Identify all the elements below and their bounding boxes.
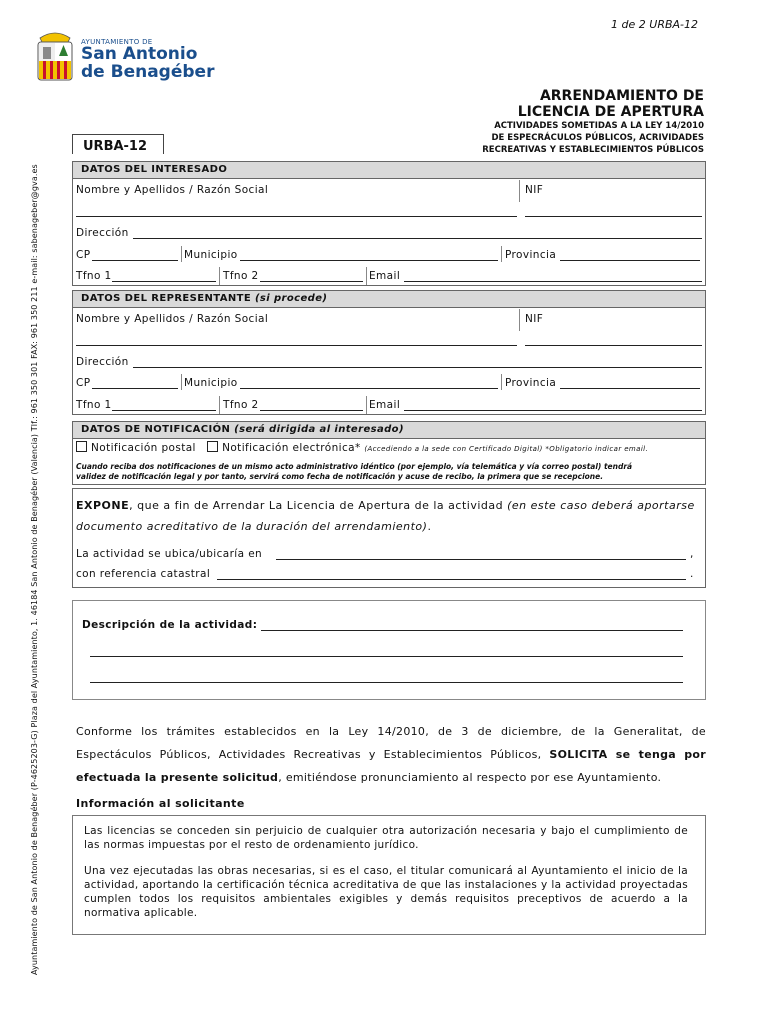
solicita-body: Conforme los trámites establecidos en la Ley 14/2010, de 3 de diciembre, de la Generalitat, de Espectáculos Públicos, Actividades Recreativas y Establecimientos Públicos, bbox=[76, 725, 706, 761]
title-line2: LICENCIA DE APERTURA bbox=[517, 104, 704, 120]
representante-municipio-field[interactable] bbox=[240, 388, 498, 389]
interesado-municipio-label: Municipio bbox=[184, 249, 238, 261]
representante-tfno2-label: Tfno 2 bbox=[223, 399, 259, 411]
representante-tfno2-field[interactable] bbox=[260, 410, 363, 411]
notificacion-header bbox=[72, 421, 706, 439]
divider bbox=[501, 246, 502, 262]
interesado-tfno1-label: Tfno 1 bbox=[76, 270, 112, 282]
form-code: URBA-12 bbox=[72, 134, 164, 154]
representante-municipio-label: Municipio bbox=[184, 377, 238, 389]
title-line1: ARRENDAMIENTO DE bbox=[539, 88, 704, 104]
postal-checkbox[interactable] bbox=[76, 441, 87, 452]
page-number: 1 de 2 URBA-12 bbox=[611, 18, 698, 31]
interesado-cp-field[interactable] bbox=[92, 260, 178, 261]
electronica-label: Notificación electrónica* bbox=[222, 442, 361, 454]
logo-municipality-name bbox=[81, 45, 214, 81]
interesado-email-label: Email bbox=[369, 270, 401, 282]
divider bbox=[181, 246, 182, 262]
representante-email-label: Email bbox=[369, 399, 401, 411]
solicita-keyword: SOLICITA se tenga por efectuada la presente solicitud bbox=[76, 748, 707, 784]
interesado-direccion-field[interactable] bbox=[133, 238, 702, 239]
interesado-tfno2-label: Tfno 2 bbox=[223, 270, 259, 282]
catastral-field[interactable] bbox=[217, 579, 686, 580]
divider bbox=[219, 396, 220, 414]
representante-cp-field[interactable] bbox=[92, 388, 178, 389]
descripcion-box bbox=[72, 600, 706, 700]
descripcion-label: Descripción de la actividad: bbox=[82, 619, 258, 631]
info-paragraph-1: Las licencias se conceden sin perjuicio de cualquier otra autorización necesaria y bajo el cumplimiento de las normas impuestas por el resto de ordenamiento jurídico. bbox=[84, 825, 688, 851]
divider bbox=[181, 374, 182, 390]
notificacion-header-text: DATOS DE NOTIFICACIÓN bbox=[81, 424, 231, 435]
representante-nif-field[interactable] bbox=[525, 345, 702, 346]
interesado-name-label: Nombre y Apellidos / Razón Social bbox=[76, 184, 269, 196]
logo-name-line2: de Benagéber bbox=[81, 62, 215, 82]
subtitle-line3: RECREATIVAS Y ESTABLECIMIENTOS PÚBLICOS bbox=[482, 145, 704, 155]
logo-ayuntamiento-label: AYUNTAMIENTO DE bbox=[81, 38, 153, 46]
note-line2: validez de notificación legal y por tanto, servirá como fecha de notificación y acuse de recibo, la primera que se recepcione. bbox=[76, 472, 604, 481]
interesado-nif-label: NIF bbox=[525, 184, 544, 196]
notificacion-header-note: (será dirigida al interesado) bbox=[234, 424, 404, 435]
representante-name-label: Nombre y Apellidos / Razón Social bbox=[76, 313, 269, 325]
divider bbox=[219, 267, 220, 285]
divider bbox=[366, 267, 367, 285]
interesado-municipio-field[interactable] bbox=[240, 260, 498, 261]
info-heading: Información al solicitante bbox=[76, 797, 245, 810]
representante-email-field[interactable] bbox=[404, 410, 702, 411]
expone-keyword: EXPONE bbox=[76, 499, 130, 512]
representante-header-text: DATOS DEL REPRESENTANTE bbox=[81, 293, 252, 304]
coat-of-arms-logo bbox=[34, 28, 76, 84]
representante-header-note: (si procede) bbox=[254, 293, 328, 304]
descripcion-field-line3[interactable] bbox=[90, 682, 683, 683]
interesado-header: DATOS DEL INTERESADO bbox=[72, 161, 706, 179]
interesado-tfno1-field[interactable] bbox=[112, 281, 216, 282]
subtitle-line2: DE ESPECRÁCULOS PÚBLICOS, ACRIVIDADES bbox=[491, 133, 704, 143]
representante-provincia-field[interactable] bbox=[560, 388, 700, 389]
ubica-end: , bbox=[690, 548, 694, 560]
representante-tfno1-label: Tfno 1 bbox=[76, 399, 112, 411]
representante-box bbox=[72, 290, 706, 415]
descripcion-field-line1[interactable] bbox=[261, 630, 683, 631]
electronica-checkbox[interactable] bbox=[207, 441, 218, 452]
interesado-direccion-label: Dirección bbox=[76, 227, 129, 239]
divider bbox=[519, 180, 520, 202]
descripcion-field-line2[interactable] bbox=[90, 656, 683, 657]
interesado-nif-field[interactable] bbox=[525, 216, 702, 217]
interesado-box bbox=[72, 161, 706, 286]
representante-name-field[interactable] bbox=[76, 345, 517, 346]
solicita-text bbox=[76, 720, 706, 789]
logo-name-line1: San Antonio bbox=[81, 44, 198, 64]
notificacion-options bbox=[76, 441, 648, 454]
catastral-end: . bbox=[690, 568, 694, 580]
electronica-note: (Accediendo a la sede con Certificado Digital) *Obligatorio indicar email. bbox=[364, 445, 649, 453]
interesado-cp-label: CP bbox=[76, 249, 91, 261]
representante-header bbox=[72, 290, 706, 308]
interesado-name-field[interactable] bbox=[76, 216, 517, 217]
info-paragraph-2: Una vez ejecutadas las obras necesarias, si es el caso, el titular comunicará al Ayuntamiento el inicio de la actividad, aportando la certificación técnica acreditativa de que las instalaciones y la actividad proyectadas cumplen todos los requisitos ambientales exigibles y demás requisitos preceptivos de acuerdo a la normativa aplicable. bbox=[84, 865, 688, 919]
expone-body: , que a fin de Arrendar La Licencia de Apertura de la actividad bbox=[129, 499, 504, 512]
divider bbox=[366, 396, 367, 414]
municipal-address-sidebar: Ayuntamiento de San Antonio de Benagéber (P-4625203-G) Plaza del Ayuntamiento, 1. 46184 San Antonio de Benagéber (Valencia) Tlf.: 961 350 301 FAX: 961 350 211 e-mail: sabenageber@gva.es bbox=[30, 164, 39, 975]
representante-direccion-label: Dirección bbox=[76, 356, 129, 368]
subtitle-line1: ACTIVIDADES SOMETIDAS A LA LEY 14/2010 bbox=[494, 121, 704, 131]
document-title bbox=[518, 88, 704, 120]
divider bbox=[519, 309, 520, 331]
document-subtitle bbox=[482, 120, 704, 156]
ubica-label: La actividad se ubica/ubicaría en bbox=[76, 548, 263, 560]
interesado-provincia-field[interactable] bbox=[560, 260, 700, 261]
representante-provincia-label: Provincia bbox=[505, 377, 557, 389]
note-line1: Cuando reciba dos notificaciones de un mismo acto administrativo idéntico (por ejemplo, vía telemática y vía correo postal) tendrá bbox=[76, 462, 633, 471]
expone-italic: (en este caso deberá aportarse documento acreditativo de la duración del arrendamiento) bbox=[76, 499, 695, 533]
divider bbox=[501, 374, 502, 390]
interesado-tfno2-field[interactable] bbox=[260, 281, 363, 282]
solicita-end: , emitiéndose pronunciamiento al respecto por ese Ayuntamiento. bbox=[278, 771, 662, 784]
representante-tfno1-field[interactable] bbox=[112, 410, 216, 411]
catastral-label: con referencia catastral bbox=[76, 568, 211, 580]
ubica-field[interactable] bbox=[276, 559, 686, 560]
expone-text bbox=[76, 495, 696, 537]
notificacion-legal-note bbox=[76, 462, 632, 482]
representante-direccion-field[interactable] bbox=[133, 367, 702, 368]
postal-label: Notificación postal bbox=[91, 442, 196, 454]
representante-cp-label: CP bbox=[76, 377, 91, 389]
interesado-email-field[interactable] bbox=[404, 281, 702, 282]
expone-end: . bbox=[427, 520, 432, 533]
representante-nif-label: NIF bbox=[525, 313, 544, 325]
info-content bbox=[84, 824, 688, 932]
interesado-provincia-label: Provincia bbox=[505, 249, 557, 261]
